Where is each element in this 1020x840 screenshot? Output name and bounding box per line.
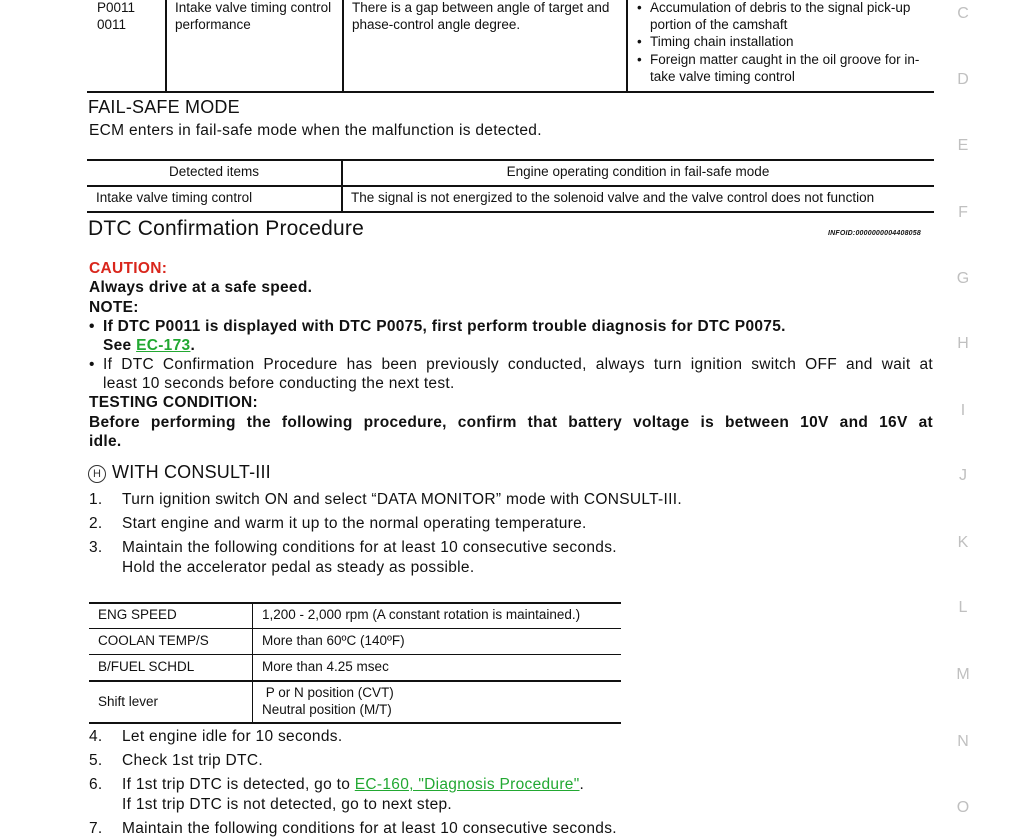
note-label: NOTE: <box>89 299 139 316</box>
condition-value: P or N position (CVT) <box>262 685 394 700</box>
step-number: 5. <box>89 752 103 769</box>
dtc-item-line: performance <box>175 17 251 32</box>
condition-name: Shift lever <box>98 694 159 709</box>
condition-name: COOLAN TEMP/S <box>98 633 209 648</box>
condition-value: More than 60ºC (140ºF) <box>262 633 405 648</box>
step-text <box>122 775 584 794</box>
index-letter-e[interactable]: E <box>957 137 969 154</box>
step-number: 3. <box>89 539 103 556</box>
note1-see-line <box>103 336 195 355</box>
dtc-cause-line: Foreign matter caught in the oil groove for in- <box>650 52 920 67</box>
dtc-condition-line: There is a gap between angle of target and <box>352 0 610 15</box>
step-number: 7. <box>89 820 103 837</box>
info-id: INFOID:0000000004408058 <box>828 230 921 237</box>
failsafe-header-detected: Detected items <box>168 164 260 179</box>
ec-160-link[interactable]: EC-160, "Diagnosis Procedure" <box>354 776 580 793</box>
conditions-table-rule <box>89 680 621 682</box>
index-letter-n[interactable]: N <box>957 733 969 750</box>
dtc-code: P0011 <box>97 0 136 15</box>
bullet-icon: • <box>637 52 642 67</box>
dtc-condition-line: phase-control angle degree. <box>352 17 521 32</box>
step-text-pre: If 1st trip DTC is detected, go to <box>122 776 355 793</box>
dtc-table-divider <box>165 0 167 92</box>
condition-value-cont: Neutral position (M/T) <box>262 702 392 717</box>
note1-period: . <box>190 337 196 354</box>
dtc-cause-line: portion of the camshaft <box>650 17 788 32</box>
condition-value: 1,200 - 2,000 rpm (A constant rotation is maintained.) <box>262 607 581 622</box>
dtc-item-line: Intake valve timing control <box>175 0 332 15</box>
conditions-table-rule <box>89 628 621 629</box>
step-number: 1. <box>89 491 103 508</box>
failsafe-row-condition: The signal is not energized to the solenoid valve and the valve control does not function <box>351 190 875 205</box>
condition-value: More than 4.25 msec <box>262 659 389 674</box>
conditions-table-rule <box>89 654 621 655</box>
dtc-cause-line: Timing chain installation <box>650 34 794 49</box>
condition-name: B/FUEL SCHDL <box>98 659 195 674</box>
index-letter-l[interactable]: L <box>958 599 968 616</box>
dtc-cause-line: take valve timing control <box>650 69 795 84</box>
index-letter-i[interactable]: I <box>960 402 966 419</box>
index-letter-c[interactable]: C <box>957 5 969 22</box>
step-number: 6. <box>89 776 103 793</box>
index-letter-d[interactable]: D <box>957 71 969 88</box>
step-number: 4. <box>89 728 103 745</box>
step-text: Turn ignition switch ON and select “DATA MONITOR” mode with CONSULT-III. <box>122 491 682 508</box>
failsafe-title: FAIL-SAFE MODE <box>88 97 240 117</box>
step-number: 2. <box>89 515 103 532</box>
step-text-cont: If 1st trip DTC is not detected, go to next step. <box>122 796 453 813</box>
index-letter-m[interactable]: M <box>956 666 970 683</box>
note1-text: If DTC P0011 is displayed with DTC P0075, first perform trouble diagnosis for DTC P0075. <box>103 318 786 335</box>
conditions-table-rule <box>89 722 621 724</box>
bullet-icon: • <box>637 34 642 49</box>
step-text-post: . <box>579 776 585 793</box>
consult-icon: H <box>88 465 106 483</box>
ec-173-link[interactable]: EC-173 <box>136 337 191 354</box>
dtc-table-bottom-rule <box>87 91 934 93</box>
condition-name: ENG SPEED <box>98 607 177 622</box>
conditions-table-rule <box>89 602 621 604</box>
dtc-code-short: 0011 <box>97 17 127 32</box>
index-letter-k[interactable]: K <box>957 534 969 551</box>
dtc-confirmation-title: DTC Confirmation Procedure <box>88 217 364 240</box>
testing-condition-text-cont: idle. <box>89 433 122 450</box>
testing-condition-label: TESTING CONDITION: <box>89 394 259 411</box>
index-letter-f[interactable]: F <box>958 204 968 221</box>
failsafe-header-condition: Engine operating condition in fail-safe mode <box>506 164 770 179</box>
failsafe-table-top-rule <box>87 159 934 161</box>
caution-text: Always drive at a safe speed. <box>89 279 313 296</box>
conditions-table-divider <box>252 603 253 723</box>
bullet-icon: • <box>637 0 642 15</box>
index-letter-g[interactable]: G <box>956 270 970 287</box>
step-text: Maintain the following conditions for at least 10 consecutive seconds. <box>122 820 617 837</box>
testing-condition-text: Before performing the following procedure, confirm that battery voltage is between 10V and 16V at <box>89 414 933 431</box>
dtc-table-divider <box>626 0 628 92</box>
failsafe-description: ECM enters in fail-safe mode when the malfunction is detected. <box>89 122 542 139</box>
dtc-table-divider <box>342 0 344 92</box>
index-letter-o[interactable]: O <box>956 799 970 816</box>
consult-title: WITH CONSULT-III <box>112 462 271 482</box>
failsafe-table-header-rule <box>87 185 934 187</box>
failsafe-table-bottom-rule <box>87 211 934 213</box>
note1-see: See <box>103 337 137 354</box>
step-text: Let engine idle for 10 seconds. <box>122 728 343 745</box>
dtc-cause-line: Accumulation of debris to the signal pick-up <box>650 0 911 15</box>
bullet-icon: • <box>89 318 95 335</box>
index-letter-j[interactable]: J <box>959 467 967 484</box>
step-text: Maintain the following conditions for at least 10 consecutive seconds. <box>122 539 617 556</box>
step-text: Start engine and warm it up to the normal operating temperature. <box>122 515 587 532</box>
step-text: Check 1st trip DTC. <box>122 752 263 769</box>
bullet-icon: • <box>89 356 95 373</box>
failsafe-row-item: Intake valve timing control <box>96 190 253 205</box>
index-letter-h[interactable]: H <box>957 335 969 352</box>
step-text-cont: Hold the accelerator pedal as steady as possible. <box>122 559 475 576</box>
note2-text: If DTC Confirmation Procedure has been previously conducted, always turn ignition switch OFF and wait at <box>103 356 933 373</box>
note2-text-cont: least 10 seconds before conducting the next test. <box>103 375 455 392</box>
caution-label: CAUTION: <box>89 260 168 277</box>
